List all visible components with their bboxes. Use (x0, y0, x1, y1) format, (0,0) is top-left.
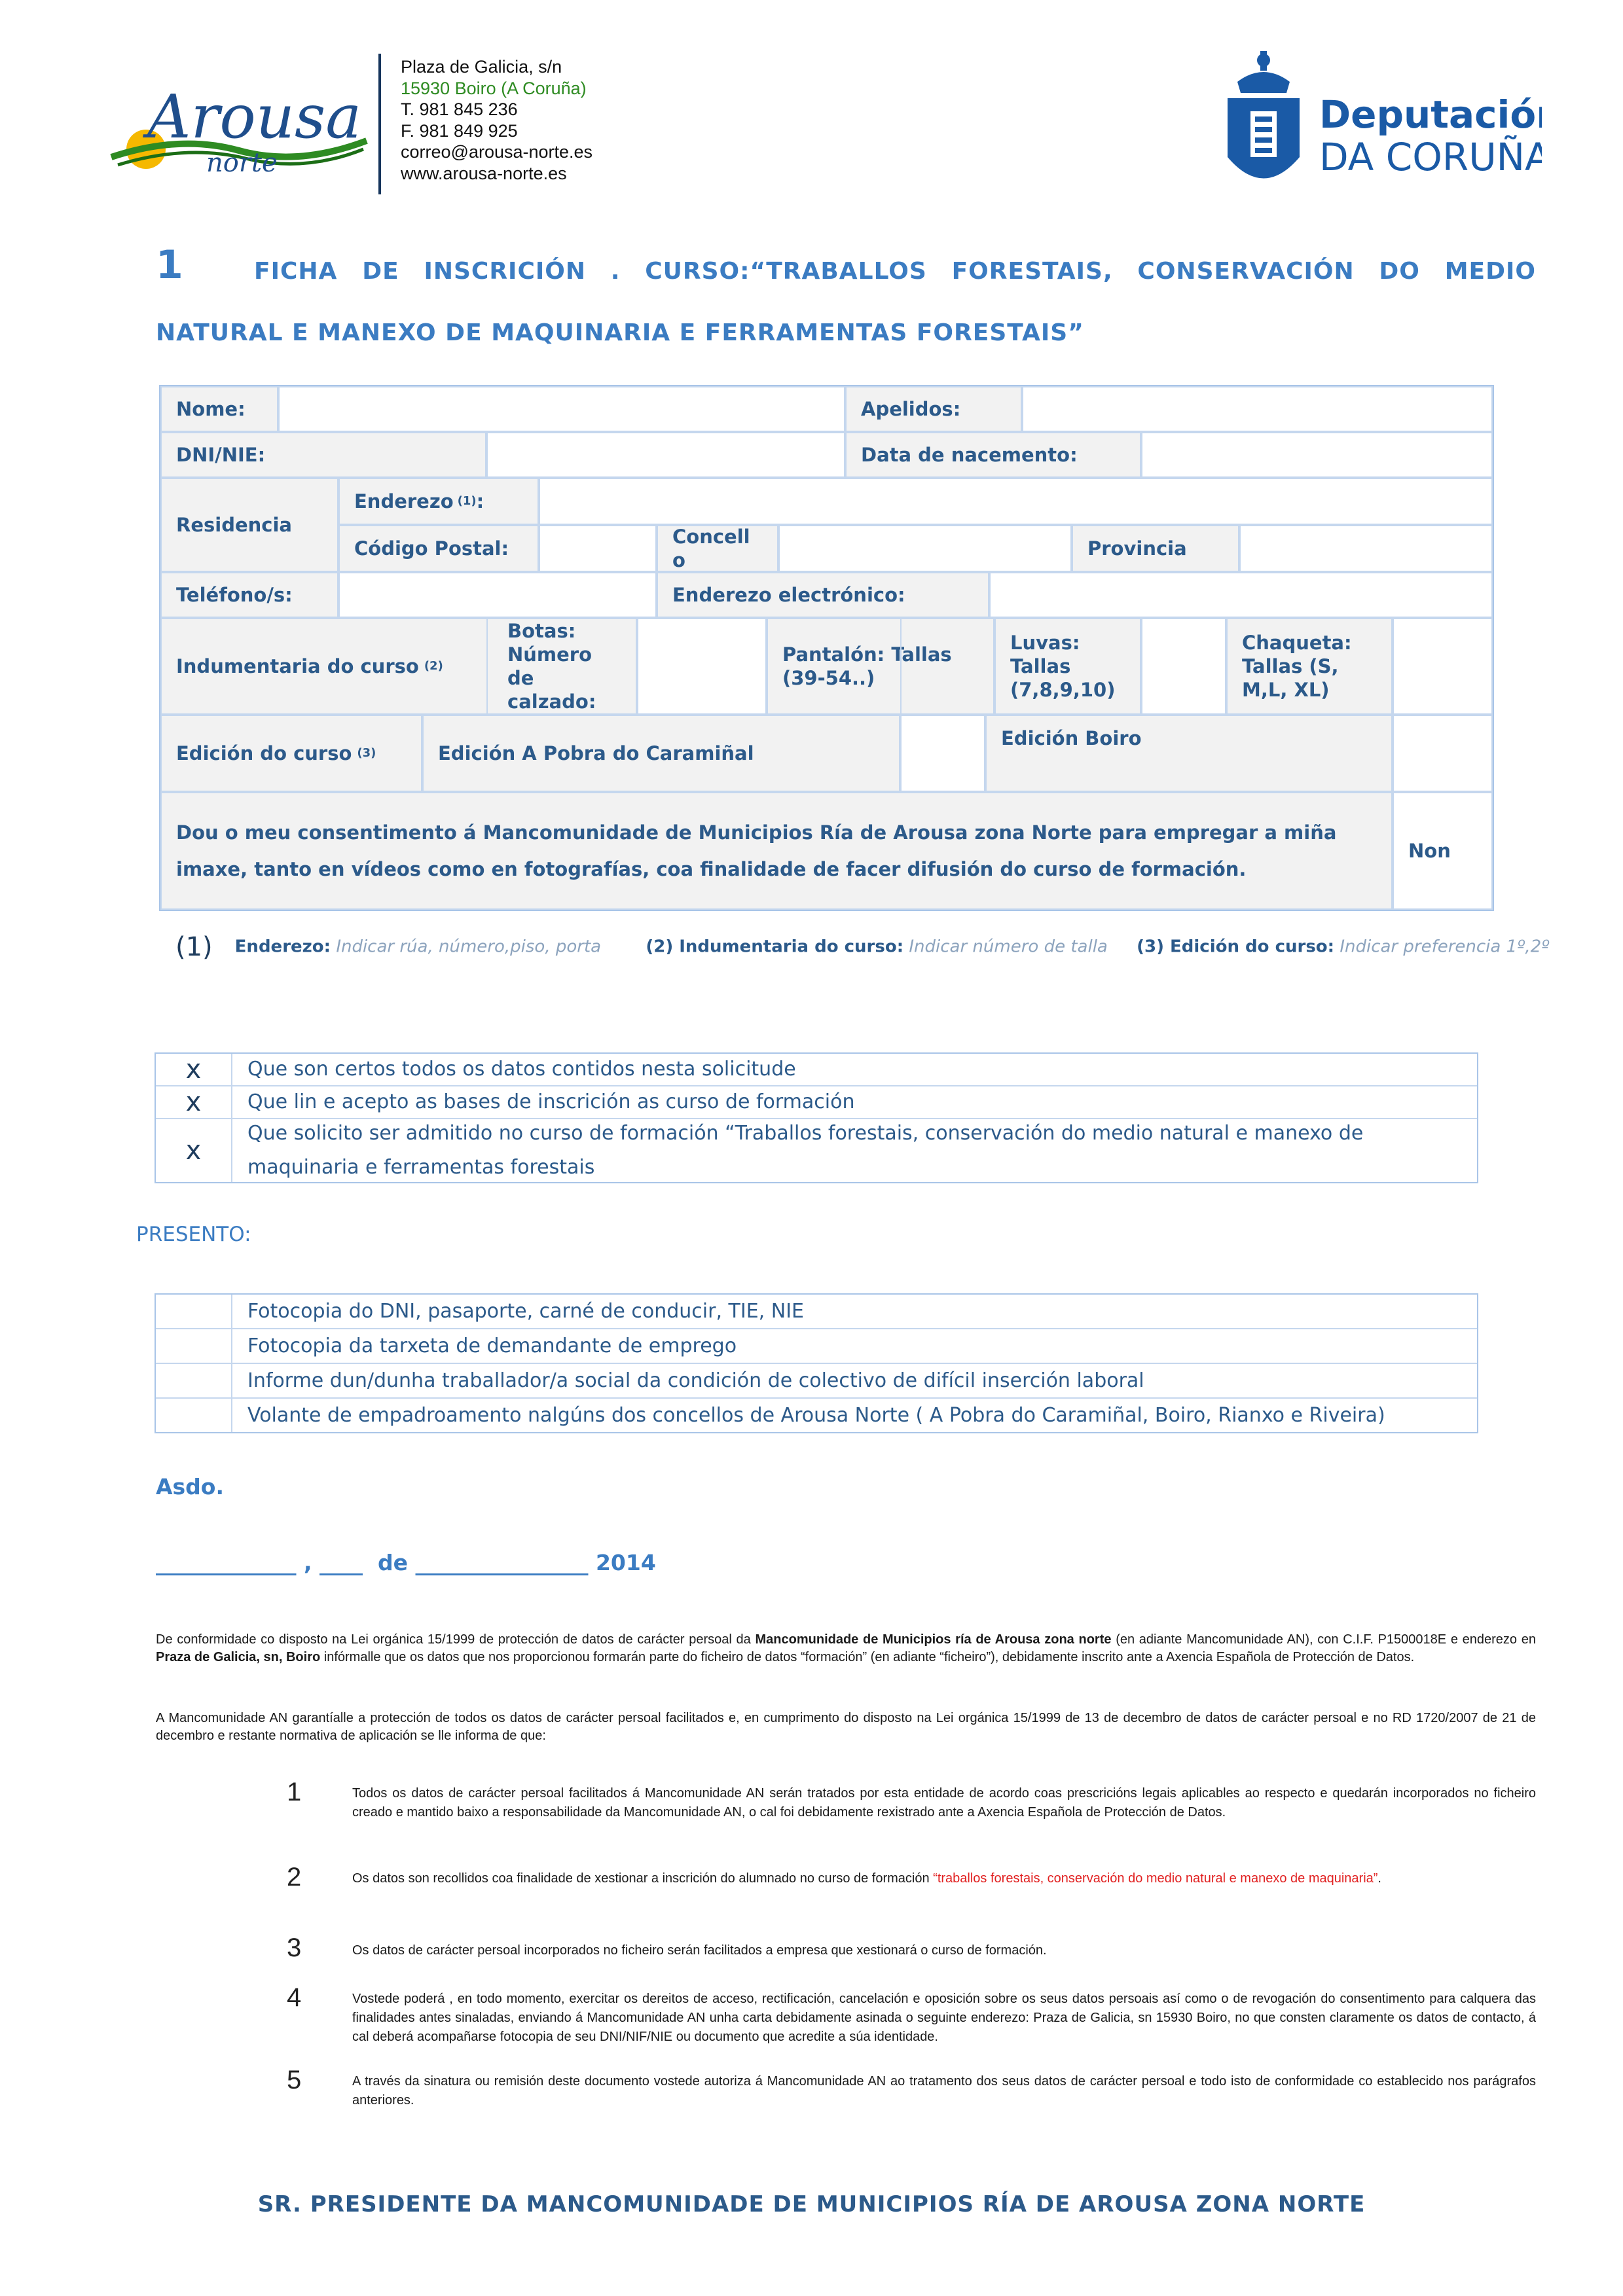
item-number: 1 (287, 1778, 302, 1806)
note-3-label: (3) Edición do curso: (1137, 937, 1335, 957)
note-1-label: Enderezo: (234, 937, 331, 957)
fax: F. 981 849 925 (401, 120, 518, 141)
luvas-field[interactable] (1141, 618, 1226, 715)
contact-block (401, 56, 593, 184)
item-number: 3 (287, 1933, 302, 1962)
postal-address: 15930 Boiro (A Coruña) (401, 78, 587, 98)
form-notes (175, 932, 1549, 962)
edicion-text: Edición do curso (176, 742, 352, 764)
deputacion-logo (1214, 46, 1542, 196)
concello-field[interactable] (778, 525, 1072, 572)
checklist-text: Informe dun/dunha traballador/a social da condición de colectivo de difícil inserción laboral (247, 1369, 1144, 1392)
edicion-pobra-field[interactable] (900, 715, 985, 792)
checkbox[interactable]: x (156, 1119, 232, 1182)
item-text (352, 1869, 1536, 1888)
legal-paragraph-1 (156, 1631, 1536, 1666)
checklist-row (156, 1054, 1477, 1086)
enderezo-label: Enderezo (1) : (338, 478, 539, 525)
note-1-text: Indicar rúa, número,piso, porta (336, 937, 602, 957)
addressee-footer: SR. PRESIDENTE DA MANCOMUNIDADE DE MUNICIPIOS RÍA DE AROUSA ZONA NORTE (257, 2191, 1366, 2217)
svg-text:DA CORUÑA: DA CORUÑA (1319, 135, 1542, 179)
legal-paragraph-2: A Mancomunidade AN garantíalle a protección de todos os datos de carácter persoal facilitados e, en cumprimento do disposto na Lei orgánica 15/1999 de 13 de decembro de datos de carácter persoal e no RD 1720/2007 de 21 de decembro e restante normativa de aplicación se lle informa de que: (156, 1711, 1536, 1743)
page-title-line1: FICHA DE INSCRICIÓN . CURSO:“TRABALLOS FORESTAIS, CONSERVACIÓN DO MEDIO (254, 258, 1536, 285)
pantalon-label: Pantalón: Tallas (39-54..) (767, 618, 994, 715)
section-number: 1 (156, 242, 183, 288)
header-divider (378, 54, 381, 194)
checkbox[interactable] (156, 1364, 232, 1397)
indumentaria-sup: (2) (424, 659, 443, 673)
crown-shield-icon (1228, 51, 1300, 179)
note-2-label: (2) Indumentaria do curso: (646, 937, 904, 957)
phone: T. 981 845 236 (401, 99, 518, 119)
registration-form (159, 385, 1494, 911)
checklist-text: Fotocopia da tarxeta de demandante de emprego (247, 1334, 737, 1357)
email-field[interactable] (989, 572, 1493, 618)
provincia-label: Provincia (1072, 525, 1239, 572)
svg-text:Deputación: Deputación (1319, 92, 1542, 137)
item-text-part: Os datos son recollidos coa finalidade de xestionar a inscrición do alumnado no curso de formación (352, 1871, 934, 1886)
apelidos-field[interactable] (1022, 386, 1493, 432)
checklist-row (156, 1119, 1477, 1182)
email-link[interactable]: correo@arousa-norte.es (401, 142, 593, 162)
item-number: 5 (287, 2066, 302, 2094)
declaration-checklist (155, 1052, 1478, 1183)
checklist-row (156, 1364, 1477, 1399)
course-name-highlight: “traballos forestais, conservación do medio natural e manexo de maquinaria” (933, 1871, 1378, 1886)
item-text: A través da sinatura ou remisión deste documento vostede autoriza á Mancomunidade AN ao tratamento dos seus datos de carácter persoal e todo isto de conformidade co establecido nos parágrafos anteriores. (352, 2074, 1536, 2108)
chaqueta-field[interactable] (1393, 618, 1493, 715)
item-text: Todos os datos de carácter persoal facilitados á Mancomunidade AN serán tratados por esta entidade de acordo coas prescricións legais aplicables ao respecto e quedarán incorporados no ficheiro creado e mantido baixo a responsabilidade da Mancomunidade AN, o cal foi debidamente rexistrado ante a Axencia Española de Protección de Datos. (352, 1786, 1536, 1820)
checkbox[interactable] (156, 1329, 232, 1363)
edicion-boiro-label: Edición Boiro (985, 715, 1393, 792)
codigo-postal-field[interactable] (539, 525, 657, 572)
dni-label: DNI/NIE: (160, 432, 486, 478)
web-link[interactable]: www.arousa-norte.es (401, 163, 567, 183)
nome-label: Nome: (160, 386, 278, 432)
item-text-part: . (1377, 1871, 1381, 1886)
provincia-field[interactable] (1239, 525, 1493, 572)
checkbox[interactable]: x (156, 1054, 232, 1085)
enderezo-text: Enderezo (354, 490, 454, 512)
enderezo-sup: (1) (457, 494, 477, 508)
codigo-postal-label: Código Postal: (338, 525, 539, 572)
presento-heading: PRESENTO: (136, 1223, 251, 1246)
page-title-line2: NATURAL E MANEXO DE MAQUINARIA E FERRAMENTAS FORESTAIS” (156, 319, 1084, 346)
birthdate-field[interactable] (1141, 432, 1493, 478)
item-text: Vostede poderá , en todo momento, exercitar os dereitos de acceso, rectificación, cancelación e oposición sobre os seus datos persoais así como o de revogación do consentimento para calquera das finalidades antes sinaladas, enviando á Mancomunidade AN unha carta debidamente asinada o seguinte enderezo: Praza de Galicia, sn 15930 Boiro, no que consten claramente os datos de contacto, á cal deberá acompañarse fotocopia de seu DNI/NIF/NIE ou documento que acredite a súa identidade. (352, 1992, 1536, 2044)
telefono-field[interactable] (338, 572, 657, 618)
arousa-norte-logo (108, 65, 370, 190)
edicion-sup: (3) (357, 746, 376, 760)
checklist-text: Volante de empadroamento nalgúns dos concellos de Arousa Norte ( A Pobra do Caramiñal, Boiro, Rianxo e Riveira) (247, 1403, 1385, 1427)
image-consent-text: Dou o meu consentimento á Mancomunidade de Municipios Ría de Arousa zona Norte para empregar a miña imaxe, tanto en vídeos como en fotografías, coa finalidade de facer difusión do curso de formación. (160, 792, 1393, 910)
checklist-row (156, 1086, 1477, 1119)
luvas-label: Luvas: Tallas (7,8,9,10) (994, 618, 1141, 715)
checklist-text: Que lin e acepto as bases de inscrición as curso de formación (247, 1090, 855, 1113)
nome-field[interactable] (278, 386, 845, 432)
checklist-row (156, 1329, 1477, 1364)
checklist-row (156, 1399, 1477, 1432)
enderezo-field[interactable] (539, 478, 1493, 525)
checklist-text: Fotocopia do DNI, pasaporte, carné de conducir, TIE, NIE (247, 1299, 804, 1323)
concello-label: Concell o (657, 525, 778, 572)
legal-text: infórmalle que os datos que nos proporcionou formarán parte do ficheiro de datos “formación” (en adiante “ficheiro”), debidamente inscrito ante a Axencia Española de Protección de Datos. (320, 1650, 1415, 1664)
pantalon-field[interactable] (900, 618, 994, 715)
note-3-text: Indicar preferencia 1º,2º (1340, 937, 1550, 957)
edicion-label (160, 715, 422, 792)
checkbox[interactable]: x (156, 1086, 232, 1118)
indumentaria-text: Indumentaria do curso (176, 655, 419, 677)
dni-field[interactable] (486, 432, 845, 478)
email-label: Enderezo electrónico: (657, 572, 989, 618)
svg-text:norte: norte (206, 148, 278, 178)
item-number: 4 (287, 1983, 302, 2012)
edicion-boiro-field[interactable] (1393, 715, 1493, 792)
svg-text:Arousa: Arousa (147, 82, 362, 152)
birthdate-label: Data de nacemento: (845, 432, 1141, 478)
signature-label: Asdo. (156, 1474, 225, 1499)
legal-address: Praza de Galicia, sn, Boiro (156, 1650, 321, 1664)
date-line[interactable]: _____________ , ____ de ________________ 2014 (156, 1550, 656, 1575)
item-number: 2 (287, 1863, 302, 1892)
item-text: Os datos de carácter persoal incorporados no ficheiro serán facilitados a empresa que xestionará o curso de formación. (352, 1943, 1047, 1958)
chaqueta-label: Chaqueta: Tallas (S, M,L, XL) (1226, 618, 1393, 715)
checklist-row (156, 1295, 1477, 1329)
note-1-marker: (1) (175, 932, 213, 962)
botas-label: Botas: Número de calzado: (486, 618, 637, 715)
consent-non-option[interactable]: Non (1393, 792, 1493, 910)
apelidos-label: Apelidos: (845, 386, 1022, 432)
legal-text: (en adiante Mancomunidade AN), con C.I.F. P1500018E e enderezo en (1111, 1632, 1536, 1647)
checklist-text: Que solicito ser admitido no curso de formación “Traballos forestais, conservación do medio natural e manexo de maquinaria e ferramentas forestais (247, 1122, 1364, 1179)
address: Plaza de Galicia, s/n (401, 57, 562, 77)
checklist-text: Que son certos todos os datos contidos nesta solicitude (247, 1058, 796, 1081)
botas-field[interactable] (637, 618, 767, 715)
indumentaria-label (160, 618, 505, 715)
checkbox[interactable] (156, 1399, 232, 1432)
telefono-label: Teléfono/s: (160, 572, 338, 618)
legal-text: De conformidade co disposto na Lei orgánica 15/1999 de protección de datos de carácter persoal da (156, 1632, 756, 1647)
documents-checklist (155, 1293, 1478, 1433)
residencia-label: Residencia (160, 478, 338, 572)
checkbox[interactable] (156, 1295, 232, 1328)
edicion-pobra-label: Edición A Pobra do Caramiñal (422, 715, 900, 792)
legal-entity: Mancomunidade de Municipios ría de Arousa zona norte (755, 1632, 1112, 1647)
note-2-text: Indicar número de talla (909, 937, 1108, 957)
